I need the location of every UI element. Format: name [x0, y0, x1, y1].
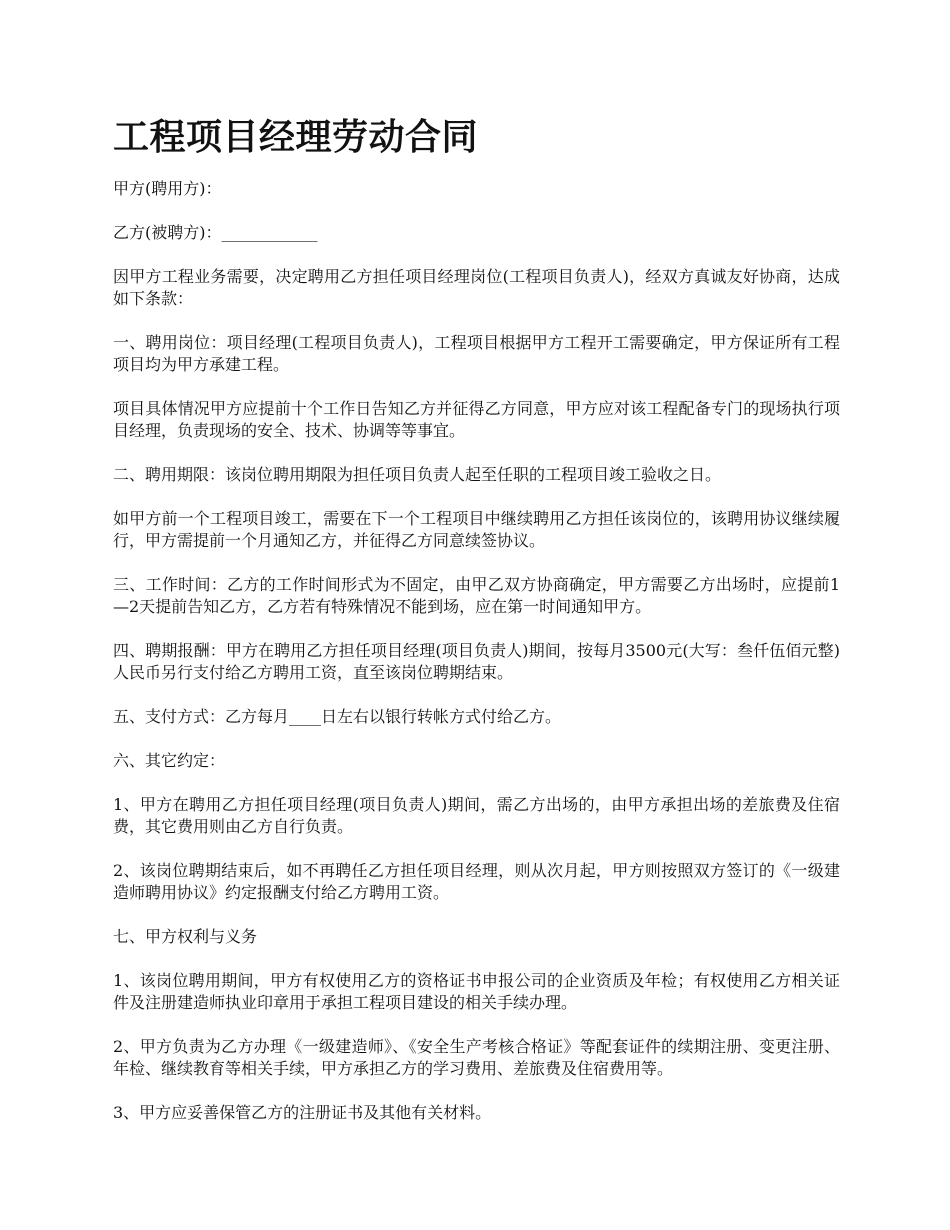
clause-7-item-2: 2、甲方负责为乙方办理《一级建造师》、《安全生产考核合格证》等配套证件的续期注册、变更注册、年检、继续教育等相关手续，甲方承担乙方的学习费用、差旅费及住宿费用等。	[113, 1037, 840, 1078]
clause-6-item-2: 2、该岗位聘期结束后，如不再聘任乙方担任项目经理，则从次月起，甲方则按照双方签订的《一级建造师聘用协议》约定报酬支付给乙方聘用工资。	[113, 861, 840, 902]
clause-1-position: 一、聘用岗位：项目经理(工程项目负责人)，工程项目根据甲方工程开工需要确定，甲方保证所有工程项目均为甲方承建工程。	[113, 333, 840, 374]
party-a-line: 甲方(聘用方)：	[113, 179, 222, 198]
preamble-paragraph: 因甲方工程业务需要，决定聘用乙方担任项目经理岗位(工程项目负责人)，经双方真诚友好协商，达成如下条款：	[113, 267, 840, 308]
clause-2-term: 二、聘用期限：该岗位聘用期限为担任项目负责人起至任职的工程项目竣工验收之日。	[113, 465, 722, 484]
document-page	[113, 112, 840, 1146]
clause-7-item-3: 3、甲方应妥善保管乙方的注册证书及其他有关材料。	[113, 1103, 492, 1122]
clause-6-item-1: 1、甲方在聘用乙方担任项目经理(项目负责人)期间，需乙方出场的，由甲方承担出场的差旅费及住宿费，其它费用则由乙方自行负责。	[113, 795, 840, 836]
clause-5-payment: 五、支付方式：乙方每月____日左右以银行转帐方式付给乙方。	[113, 707, 562, 726]
clause-7-heading: 七、甲方权利与义务	[113, 927, 258, 946]
clause-3-working-hours: 三、工作时间：乙方的工作时间形式为不固定，由甲乙双方协商确定，甲方需要乙方出场时，应提前1—2天提前告知乙方，乙方若有特殊情况不能到场，应在第一时间通知甲方。	[113, 575, 840, 616]
document-title: 工程项目经理劳动合同	[113, 116, 479, 158]
clause-4-remuneration: 四、聘期报酬：甲方在聘用乙方担任项目经理(项目负责人)期间，按每月3500元(大写：叁仟伍佰元整)人民币另行支付给乙方聘用工资，直至该岗位聘期结束。	[113, 641, 840, 682]
clause-6-heading: 六、其它约定：	[113, 751, 226, 770]
clause-2-renewal: 如甲方前一个工程项目竣工，需要在下一个工程项目中继续聘用乙方担任该岗位的，该聘用协议继续履行，甲方需提前一个月通知乙方，并征得乙方同意续签协议。	[113, 509, 840, 550]
party-b-line: 乙方(被聘方)：____________	[113, 223, 318, 242]
clause-7-item-1: 1、该岗位聘用期间，甲方有权使用乙方的资格证书申报公司的企业资质及年检；有权使用乙方相关证件及注册建造师执业印章用于承担工程项目建设的相关手续办理。	[113, 971, 840, 1012]
clause-1-details: 项目具体情况甲方应提前十个工作日告知乙方并征得乙方同意，甲方应对该工程配备专门的现场执行项目经理，负责现场的安全、技术、协调等等事宜。	[113, 399, 840, 440]
